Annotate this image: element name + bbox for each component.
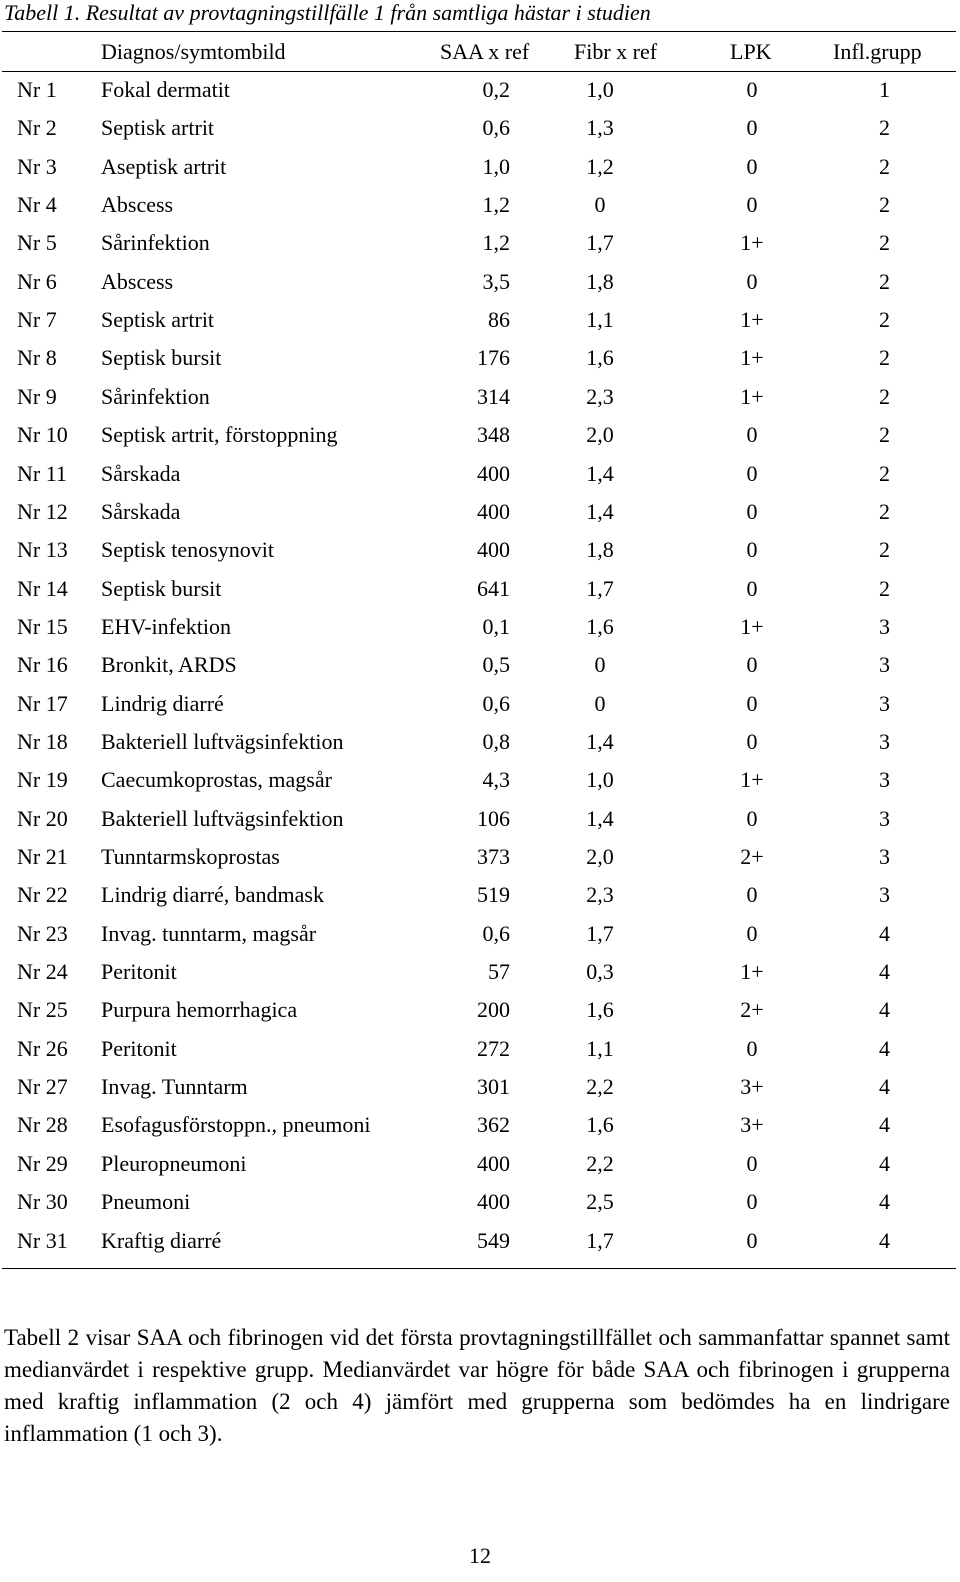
row-lpk-value: 0 (746, 498, 758, 524)
row-diagnosis: Septisk artrit, förstoppning (101, 422, 338, 448)
row-fibr-value: 1,7 (586, 1227, 614, 1253)
table-row (0, 378, 960, 416)
row-lpk-value: 0 (746, 77, 758, 102)
row-infl-group: 4 (879, 1074, 890, 1100)
table-caption: Tabell 1. Resultat av provtagningstillfälle 1 från samtliga hästar i studien (4, 0, 651, 25)
row-saa-value: 106 (477, 805, 510, 831)
row-infl-group: 4 (879, 1227, 890, 1253)
row-infl-group: 4 (879, 1189, 890, 1215)
table-row (0, 148, 960, 186)
row-fibr-value: 1,8 (586, 268, 614, 294)
row-diagnosis: Abscess (101, 192, 174, 218)
row-infl-group: 2 (879, 498, 890, 524)
row-number: Nr 27 (17, 1074, 68, 1100)
row-number: Nr 21 (17, 844, 68, 869)
table-row (0, 800, 960, 838)
table-row (0, 493, 960, 531)
table-row (0, 263, 960, 301)
row-lpk-value: 0 (746, 575, 758, 601)
row-saa-value: 0,5 (482, 652, 510, 678)
row-diagnosis: Invag. Tunntarm (101, 1074, 248, 1100)
row-saa-value: 1,2 (482, 192, 510, 218)
body-paragraph: Tabell 2 visar SAA och fibrinogen vid det första provtagningstillfället och sammanfattar spannet samt medianvärdet i respektive grupp. Medianvärdet var högre för både SAA och fibrinogen i grupperna med kraftig inflammation (2 och 4) jämfört med grupperna som bedömdes ha en lindrigare inflammation (1 och 3). (4, 1325, 950, 1446)
row-lpk-value: 2+ (740, 844, 764, 869)
row-number: Nr 1 (17, 77, 57, 102)
row-fibr-value: 1,6 (586, 1112, 614, 1138)
row-diagnosis: Lindrig diarré (101, 690, 224, 716)
row-infl-group: 2 (879, 345, 890, 371)
header-lpk: LPK (730, 39, 772, 64)
header-infl: Infl.grupp (833, 39, 922, 64)
row-fibr-value: 1,8 (586, 537, 614, 563)
row-fibr-value: 2,0 (586, 844, 614, 869)
row-fibr-value: 1,7 (586, 230, 614, 256)
table-row (0, 991, 960, 1029)
row-number: Nr 8 (17, 345, 57, 371)
row-number: Nr 7 (17, 307, 57, 333)
row-number: Nr 6 (17, 268, 57, 294)
row-lpk-value: 0 (746, 268, 758, 294)
table-row (0, 186, 960, 224)
row-diagnosis: Caecumkoprostas, magsår (101, 767, 332, 793)
row-diagnosis: Sårinfektion (101, 383, 210, 409)
row-infl-group: 3 (879, 882, 890, 908)
row-diagnosis: Invag. tunntarm, magsår (101, 920, 317, 946)
row-lpk-value: 0 (746, 920, 758, 946)
row-diagnosis: Sårinfektion (101, 230, 210, 256)
row-infl-group: 4 (879, 959, 890, 985)
row-number: Nr 16 (17, 652, 68, 678)
header-fibr: Fibr x ref (574, 39, 658, 64)
row-number: Nr 4 (17, 192, 57, 218)
row-diagnosis: Bronkit, ARDS (101, 652, 237, 678)
row-number: Nr 13 (17, 537, 68, 563)
table-row (0, 109, 960, 147)
row-fibr-value: 1,7 (586, 575, 614, 601)
table-row (0, 608, 960, 646)
table-row (0, 685, 960, 723)
row-infl-group: 3 (879, 690, 890, 716)
row-fibr-value: 1,7 (586, 920, 614, 946)
row-number: Nr 9 (17, 383, 57, 409)
table-row (0, 1183, 960, 1221)
row-fibr-value: 1,6 (586, 997, 614, 1023)
row-saa-value: 3,5 (482, 268, 510, 294)
row-diagnosis: Septisk bursit (101, 345, 222, 371)
row-lpk-value: 0 (746, 192, 758, 218)
row-number: Nr 14 (17, 575, 68, 601)
row-lpk-value: 1+ (740, 345, 764, 371)
row-infl-group: 3 (879, 613, 890, 639)
row-fibr-value: 0 (594, 192, 606, 218)
row-saa-value: 400 (477, 460, 510, 486)
row-fibr-value: 2,2 (586, 1074, 614, 1100)
row-lpk-value: 0 (746, 690, 758, 716)
row-lpk-value: 1+ (740, 767, 764, 793)
row-number: Nr 26 (17, 1035, 68, 1061)
row-infl-group: 3 (879, 652, 890, 678)
page-number: 12 (469, 1543, 491, 1568)
row-infl-group: 2 (879, 153, 890, 179)
row-number: Nr 30 (17, 1189, 68, 1215)
row-lpk-value: 0 (746, 882, 758, 908)
row-diagnosis: Aseptisk artrit (101, 153, 227, 179)
row-infl-group: 3 (879, 805, 890, 831)
row-infl-group: 2 (879, 307, 890, 333)
row-saa-value: 400 (477, 537, 510, 563)
row-lpk-value: 0 (746, 1189, 758, 1215)
row-infl-group: 2 (879, 422, 890, 448)
header-saa: SAA x ref (440, 39, 530, 64)
row-fibr-value: 2,2 (586, 1150, 614, 1176)
row-diagnosis: Bakteriell luftvägsinfektion (101, 728, 344, 754)
row-number: Nr 11 (17, 460, 67, 486)
row-fibr-value: 0 (594, 690, 606, 716)
row-diagnosis: Septisk artrit (101, 115, 215, 141)
row-fibr-value: 1,0 (586, 767, 614, 793)
row-diagnosis: Septisk tenosynovit (101, 537, 274, 563)
row-number: Nr 20 (17, 805, 68, 831)
row-fibr-value: 1,4 (586, 728, 614, 754)
table-row (0, 1030, 960, 1068)
row-diagnosis: Esofagusförstoppn., pneumoni (101, 1112, 371, 1138)
row-infl-group: 2 (879, 115, 890, 141)
row-saa-value: 0,2 (482, 77, 510, 102)
row-lpk-value: 0 (746, 1150, 758, 1176)
row-infl-group: 3 (879, 767, 890, 793)
row-fibr-value: 1,4 (586, 805, 614, 831)
row-diagnosis: Peritonit (101, 959, 177, 985)
row-diagnosis: Bakteriell luftvägsinfektion (101, 805, 344, 831)
row-saa-value: 373 (477, 844, 510, 869)
row-diagnosis: EHV-infektion (101, 613, 231, 639)
row-lpk-value: 1+ (740, 959, 764, 985)
row-saa-value: 1,2 (482, 230, 510, 256)
row-fibr-value: 2,5 (586, 1189, 614, 1215)
row-infl-group: 4 (879, 997, 890, 1023)
row-saa-value: 272 (477, 1035, 510, 1061)
row-saa-value: 400 (477, 1189, 510, 1215)
row-number: Nr 24 (17, 959, 68, 985)
row-number: Nr 28 (17, 1112, 68, 1138)
row-lpk-value: 0 (746, 422, 758, 448)
row-number: Nr 22 (17, 882, 68, 908)
row-lpk-value: 1+ (740, 613, 764, 639)
row-saa-value: 0,1 (482, 613, 510, 639)
row-saa-value: 549 (477, 1227, 510, 1253)
row-saa-value: 0,6 (482, 690, 510, 716)
row-infl-group: 2 (879, 460, 890, 486)
row-fibr-value: 2,3 (586, 882, 614, 908)
row-infl-group: 4 (879, 1035, 890, 1061)
row-diagnosis: Septisk bursit (101, 575, 222, 601)
row-lpk-value: 1+ (740, 230, 764, 256)
row-diagnosis: Fokal dermatit (101, 77, 230, 102)
row-diagnosis: Kraftig diarré (101, 1227, 222, 1253)
table-bottom-rule (2, 1268, 956, 1269)
row-fibr-value: 1,2 (586, 153, 614, 179)
row-fibr-value: 1,3 (586, 115, 614, 141)
row-infl-group: 2 (879, 230, 890, 256)
row-lpk-value: 0 (746, 1035, 758, 1061)
row-number: Nr 25 (17, 997, 68, 1023)
table-row (0, 915, 960, 953)
row-lpk-value: 3+ (740, 1112, 764, 1138)
table-row (0, 570, 960, 608)
row-lpk-value: 0 (746, 460, 758, 486)
row-diagnosis: Tunntarmskoprostas (101, 844, 280, 869)
row-saa-value: 0,6 (482, 920, 510, 946)
row-saa-value: 400 (477, 498, 510, 524)
row-infl-group: 4 (879, 1150, 890, 1176)
table-row (0, 838, 960, 876)
row-number: Nr 17 (17, 690, 68, 716)
row-saa-value: 314 (477, 383, 510, 409)
row-fibr-value: 2,3 (586, 383, 614, 409)
row-lpk-value: 1+ (740, 307, 764, 333)
row-fibr-value: 2,0 (586, 422, 614, 448)
row-saa-value: 519 (477, 882, 510, 908)
table-row (0, 723, 960, 761)
table-row (0, 646, 960, 684)
row-saa-value: 4,3 (482, 767, 510, 793)
row-number: Nr 15 (17, 613, 68, 639)
row-infl-group: 4 (879, 1112, 890, 1138)
row-infl-group: 2 (879, 575, 890, 601)
row-number: Nr 18 (17, 728, 68, 754)
row-lpk-value: 0 (746, 805, 758, 831)
row-fibr-value: 0 (594, 652, 606, 678)
row-saa-value: 200 (477, 997, 510, 1023)
row-diagnosis: Abscess (101, 268, 174, 294)
row-infl-group: 3 (879, 728, 890, 754)
row-lpk-value: 0 (746, 652, 758, 678)
table-row (0, 339, 960, 377)
table-row (0, 71, 960, 109)
row-number: Nr 31 (17, 1227, 68, 1253)
row-saa-value: 0,8 (482, 728, 510, 754)
row-saa-value: 641 (477, 575, 510, 601)
table-header-row (0, 33, 960, 71)
table-row (0, 301, 960, 339)
row-fibr-value: 1,6 (586, 613, 614, 639)
row-saa-value: 1,0 (482, 153, 510, 179)
row-fibr-value: 1,4 (586, 460, 614, 486)
row-diagnosis: Pleuropneumoni (101, 1150, 247, 1176)
row-lpk-value: 0 (746, 537, 758, 563)
row-fibr-value: 1,1 (586, 1035, 614, 1061)
table-row (0, 1106, 960, 1144)
table-row (0, 876, 960, 914)
row-diagnosis: Sårskada (101, 460, 181, 486)
row-saa-value: 400 (477, 1150, 510, 1176)
row-saa-value: 0,6 (482, 115, 510, 141)
row-infl-group: 3 (879, 844, 890, 869)
row-lpk-value: 3+ (740, 1074, 764, 1100)
row-saa-value: 301 (477, 1074, 510, 1100)
row-number: Nr 19 (17, 767, 68, 793)
row-diagnosis: Septisk artrit (101, 307, 215, 333)
row-diagnosis: Sårskada (101, 498, 181, 524)
row-lpk-value: 2+ (740, 997, 764, 1023)
row-fibr-value: 1,0 (586, 77, 614, 102)
table-row (0, 761, 960, 799)
row-number: Nr 23 (17, 920, 68, 946)
row-infl-group: 2 (879, 537, 890, 563)
row-number: Nr 2 (17, 115, 57, 141)
table-row (0, 531, 960, 569)
row-fibr-value: 0,3 (586, 959, 614, 985)
table-row (0, 1222, 960, 1260)
row-fibr-value: 1,4 (586, 498, 614, 524)
row-saa-value: 86 (488, 307, 510, 333)
table-row (0, 224, 960, 262)
header-diagnosis: Diagnos/symtombild (101, 39, 286, 64)
row-diagnosis: Lindrig diarré, bandmask (101, 882, 324, 908)
row-diagnosis: Purpura hemorrhagica (101, 997, 298, 1023)
row-saa-value: 57 (488, 959, 510, 985)
row-saa-value: 348 (477, 422, 510, 448)
row-diagnosis: Peritonit (101, 1035, 177, 1061)
row-diagnosis: Pneumoni (101, 1189, 191, 1215)
table-row (0, 416, 960, 454)
table-row (0, 455, 960, 493)
row-number: Nr 5 (17, 230, 57, 256)
row-number: Nr 29 (17, 1150, 68, 1176)
row-number: Nr 10 (17, 422, 68, 448)
table-row (0, 1068, 960, 1106)
row-lpk-value: 0 (746, 115, 758, 141)
row-infl-group: 1 (879, 77, 890, 102)
row-lpk-value: 0 (746, 1227, 758, 1253)
row-infl-group: 4 (879, 920, 890, 946)
row-infl-group: 2 (879, 268, 890, 294)
row-lpk-value: 0 (746, 728, 758, 754)
row-number: Nr 12 (17, 498, 68, 524)
table-row (0, 1145, 960, 1183)
row-infl-group: 2 (879, 192, 890, 218)
row-saa-value: 362 (477, 1112, 510, 1138)
row-infl-group: 2 (879, 383, 890, 409)
row-lpk-value: 0 (746, 153, 758, 179)
table-top-rule (2, 31, 956, 32)
row-fibr-value: 1,1 (586, 307, 614, 333)
row-lpk-value: 1+ (740, 383, 764, 409)
table-row (0, 953, 960, 991)
row-fibr-value: 1,6 (586, 345, 614, 371)
row-saa-value: 176 (477, 345, 510, 371)
row-number: Nr 3 (17, 153, 57, 179)
